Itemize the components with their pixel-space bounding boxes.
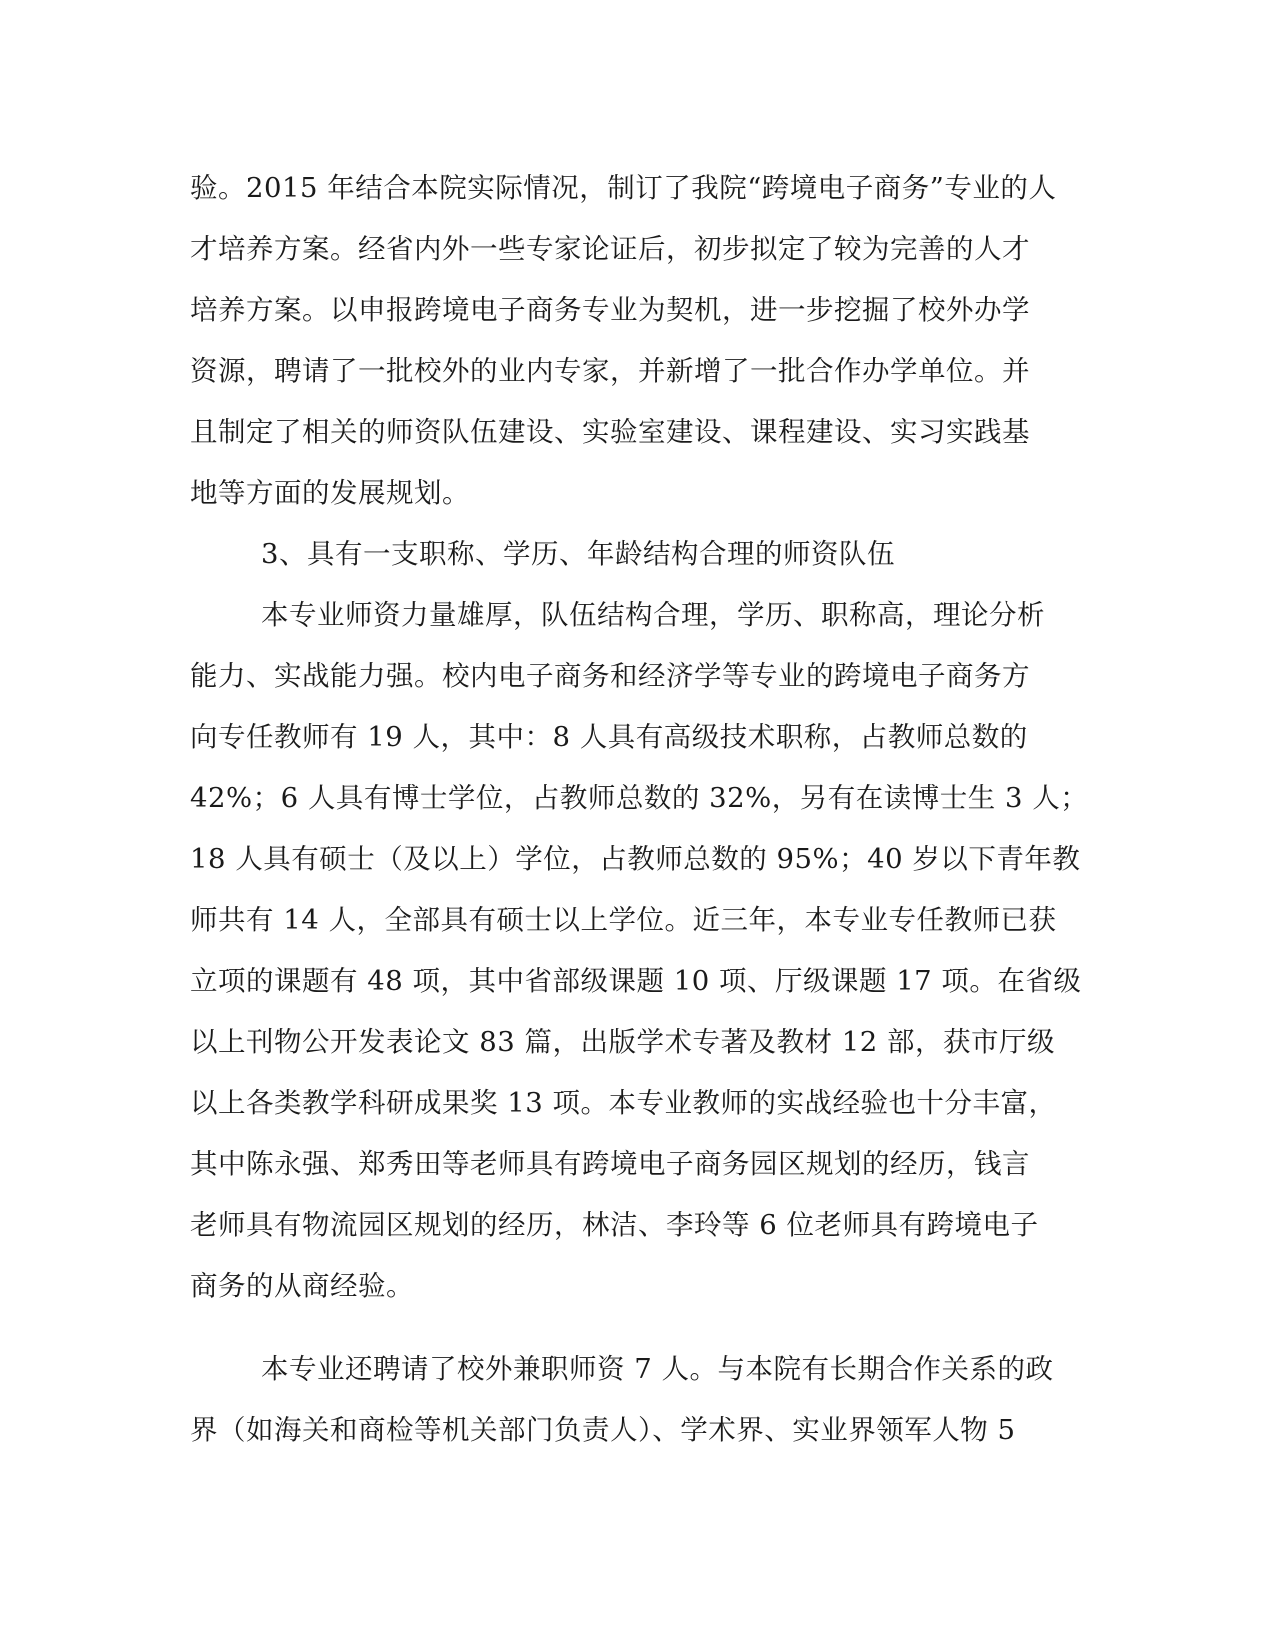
text-line: 本专业还聘请了校外兼职师资 7 人。与本院有长期合作关系的政 [261, 1353, 1054, 1385]
text-line: 且制定了相关的师资队伍建设、实验室建设、课程建设、实习实践基 [190, 416, 1030, 448]
text-line: 资源，聘请了一批校外的业内专家，并新增了一批合作办学单位。并 [190, 355, 1030, 387]
section-heading-3 [190, 524, 1080, 585]
paragraph-3 [190, 1339, 1080, 1461]
paragraph-spacer [190, 1317, 1080, 1339]
paragraph-1 [190, 158, 1080, 524]
text-line: 向专任教师有 19 人，其中：8 人具有高级技术职称，占教师总数的 [190, 721, 1028, 753]
section-heading: 3、具有一支职称、学历、年龄结构合理的师资队伍 [261, 538, 895, 570]
text-line: 师共有 14 人，全部具有硕士以上学位。近三年，本专业专任教师已获 [190, 904, 1057, 936]
text-line: 地等方面的发展规划。 [190, 477, 470, 509]
text-line: 能力、实战能力强。校内电子商务和经济学等专业的跨境电子商务方 [190, 660, 1030, 692]
text-line: 才培养方案。经省内外一些专家论证后，初步拟定了较为完善的人才 [190, 233, 1030, 265]
text-line: 其中陈永强、郑秀田等老师具有跨境电子商务园区规划的经历，钱言 [190, 1148, 1030, 1180]
text-line: 18 人具有硕士（及以上）学位，占教师总数的 95%；40 岁以下青年教 [190, 843, 1081, 875]
text-line: 以上各类教学科研成果奖 13 项。本专业教师的实战经验也十分丰富， [190, 1087, 1057, 1119]
text-line: 验。2015 年结合本院实际情况，制订了我院“跨境电子商务”专业的人 [190, 172, 1057, 204]
text-line: 界（如海关和商检等机关部门负责人）、学术界、实业界领军人物 5 [190, 1414, 1016, 1446]
text-line: 立项的课题有 48 项，其中省部级课题 10 项、厅级课题 17 项。在省级 [190, 965, 1082, 997]
text-line: 以上刊物公开发表论文 83 篇，出版学术专著及教材 12 部，获市厅级 [190, 1026, 1055, 1058]
text-line: 老师具有物流园区规划的经历，林洁、李玲等 6 位老师具有跨境电子 [190, 1209, 1039, 1241]
text-line: 培养方案。以申报跨境电子商务专业为契机，进一步挖掘了校外办学 [190, 294, 1030, 326]
text-line: 42%；6 人具有博士学位，占教师总数的 32%，另有在读博士生 3 人； [190, 782, 1089, 814]
text-line: 本专业师资力量雄厚，队伍结构合理，学历、职称高，理论分析 [261, 599, 1045, 631]
paragraph-2 [190, 585, 1089, 1317]
text-line: 商务的从商经验。 [190, 1270, 414, 1302]
document-body [190, 158, 1089, 1461]
